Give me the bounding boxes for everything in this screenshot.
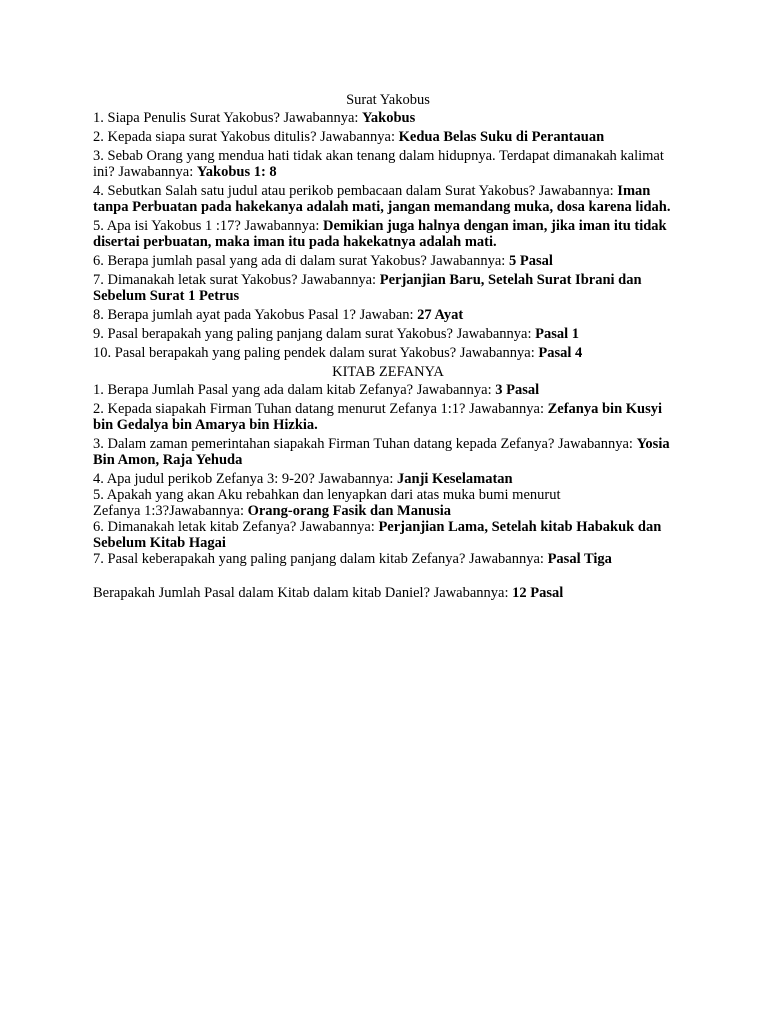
qa-item [93, 382, 683, 398]
question-text: 10. Pasal berapakah yang paling pendek dalam surat Yakobus? Jawabannya: [93, 345, 539, 361]
qa-item [93, 307, 683, 323]
qa-item [93, 436, 683, 468]
qa-item [93, 110, 683, 126]
answer-text: 12 Pasal [512, 585, 564, 601]
qa-item [93, 148, 683, 180]
question-text: 2. Kepada siapakah Firman Tuhan datang menurut Zefanya 1:1? Jawabannya: [93, 401, 548, 417]
question-text: 4. Apa judul perikob Zefanya 3: 9-20? Jawabannya: [93, 471, 398, 487]
qa-item [93, 345, 683, 361]
question-text: 6. Dimanakah letak kitab Zefanya? Jawabannya: [93, 519, 379, 535]
question-text: 1. Siapa Penulis Surat Yakobus? Jawabannya: [93, 110, 363, 126]
question-text: 9. Pasal berapakah yang paling panjang dalam surat Yakobus? Jawabannya: [93, 326, 536, 342]
answer-text: Zefanya bin Kusyi bin Gedalya bin Amarya bin Hizkia. [93, 401, 663, 433]
answer-text: Pasal Tiga [547, 551, 612, 567]
answer-text: Demikian juga halnya dengan iman, jika iman itu tidak disertai perbuatan, maka iman itu pada hakekatnya adalah mati. [93, 218, 667, 250]
document-page [93, 92, 683, 604]
answer-text: 5 Pasal [508, 253, 553, 269]
qa-item [93, 326, 683, 342]
answer-text: Janji Keselamatan [397, 471, 513, 487]
question-text: 3. Dalam zaman pemerintahan siapakah Firman Tuhan datang kepada Zefanya? Jawabannya: [93, 436, 637, 452]
qa-item [93, 183, 683, 215]
question-text-line1: 5. Apakah yang akan Aku rebahkan dan lenyapkan dari atas muka bumi menurut [93, 487, 561, 503]
question-text: 3. Sebab Orang yang mendua hati tidak akan tenang dalam hidupnya. Terdapat dimanakah kalimat ini? Jawabannya: [93, 148, 664, 180]
section-title-yakobus: Surat Yakobus [346, 92, 430, 108]
qa-item [93, 487, 683, 519]
qa-item [93, 129, 683, 145]
question-text: Berapakah Jumlah Pasal dalam Kitab dalam kitab Daniel? Jawabannya: [93, 585, 513, 601]
qa-item [93, 519, 683, 551]
answer-text: Pasal 1 [535, 326, 580, 342]
answer-text: Yakobus [362, 110, 416, 126]
qa-item [93, 401, 683, 433]
qa-item [93, 218, 683, 250]
question-text: 7. Dimanakah letak surat Yakobus? Jawabannya: [93, 272, 380, 288]
question-text: 1. Berapa Jumlah Pasal yang ada dalam kitab Zefanya? Jawabannya: [93, 382, 496, 398]
answer-text: Pasal 4 [538, 345, 583, 361]
qa-item [93, 272, 683, 304]
answer-text: Kedua Belas Suku di Perantauan [398, 129, 605, 145]
question-text: 8. Berapa jumlah ayat pada Yakobus Pasal 1? Jawaban: [93, 307, 418, 323]
question-text-line2: Zefanya 1:3?Jawabannya: [93, 503, 248, 519]
answer-text: Iman tanpa Perbuatan pada hakekanya adalah mati, jangan memandang muka, dosa karena lidah. [93, 183, 671, 215]
answer-text: Yosia Bin Amon, Raja Yehuda [93, 436, 670, 468]
question-text: 6. Berapa jumlah pasal yang ada di dalam surat Yakobus? Jawabannya: [93, 253, 509, 269]
answer-text: 3 Pasal [495, 382, 540, 398]
question-text: 4. Sebutkan Salah satu judul atau perikob pembacaan dalam Surat Yakobus? Jawabannya: [93, 183, 618, 199]
qa-item [93, 471, 683, 487]
qa-item [93, 551, 683, 567]
answer-text: Orang-orang Fasik dan Manusia [247, 503, 452, 519]
answer-text: 27 Ayat [417, 307, 464, 323]
qa-item-daniel [93, 585, 683, 601]
question-text: 7. Pasal keberapakah yang paling panjang dalam kitab Zefanya? Jawabannya: [93, 551, 548, 567]
question-text: 2. Kepada siapa surat Yakobus ditulis? Jawabannya: [93, 129, 399, 145]
answer-text: Yakobus 1: 8 [196, 164, 277, 180]
question-text: 5. Apa isi Yakobus 1 :17? Jawabannya: [93, 218, 323, 234]
answer-text: Perjanjian Baru, Setelah Surat Ibrani dan Sebelum Surat 1 Petrus [93, 272, 642, 304]
section-title-zefanya: KITAB ZEFANYA [332, 364, 444, 380]
answer-text: Perjanjian Lama, Setelah kitab Habakuk dan Sebelum Kitab Hagai [93, 519, 662, 551]
qa-item [93, 253, 683, 269]
